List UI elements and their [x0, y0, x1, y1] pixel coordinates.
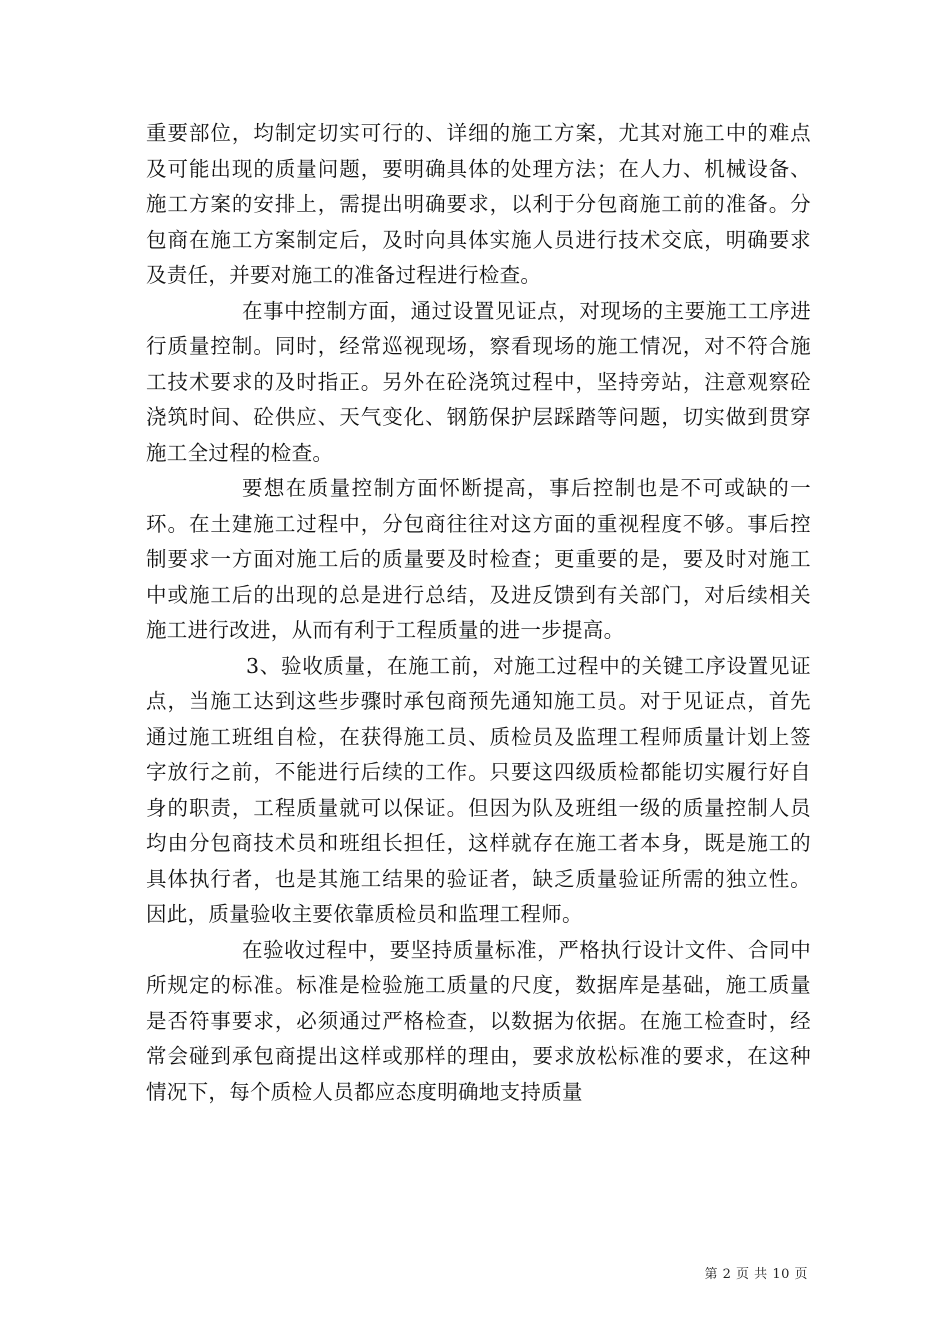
paragraph-4: 3、验收质量，在施工前，对施工过程中的关键工序设置见证点，当施工达到这些步骤时承包商预先通知施工员。对于见证点，首先通过施工班组自检，在获得施工员、质检员及监理工程师质量计划上签字放行之前，不能进行后续的工作。只要这四级质检都能切实履行好自身的职责，工程质量就可以保证。但因为队及班组一级的质量控制人员均由分包商技术员和班组长担任，这样就存在施工者本身，既是施工的具体执行者，也是其施工结果的验证者，缺乏质量验证所需的独立性。因此，质量验收主要依靠质检员和监理工程师。: [146, 653, 811, 926]
page-number-footer: 第 2 页 共 10 页: [704, 1267, 808, 1282]
paragraph-5: 在验收过程中，要坚持质量标准，严格执行设计文件、合同中所规定的标准。标准是检验施工质量的尺度，数据库是基础，施工质量是否符事要求，必须通过严格检查，以数据为依据。在施工检查时，经常会碰到承包商提出这样或那样的理由，要求放松标准的要求，在这种情况下，每个质检人员都应态度明确地支持质量: [146, 937, 811, 1104]
paragraph-1: 重要部位，均制定切实可行的、详细的施工方案，尤其对施工中的难点及可能出现的质量问题，要明确具体的处理方法；在人力、机械设备、施工方案的安排上，需提出明确要求，以利于分包商施工前的准备。分包商在施工方案制定后，及时向具体实施人员进行技术交底，明确要求及责任，并要对施工的准备过程进行检查。: [146, 121, 811, 287]
paragraph-3: 要想在质量控制方面怀断提高，事后控制也是不可或缺的一环。在土建施工过程中，分包商往往对这方面的重视程度不够。事后控制要求一方面对施工后的质量要及时检查；更重要的是，要及时对施工中或施工后的出现的总是进行总结，及进反馈到有关部门，对后续相关施工进行改进，从而有利于工程质量的进一步提高。: [146, 476, 811, 642]
document-body: [146, 116, 811, 1110]
paragraph-2: 在事中控制方面，通过设置见证点，对现场的主要施工工序进行质量控制。同时，经常巡视现场，察看现场的施工情况，对不符合施工技术要求的及时指正。另外在砼浇筑过程中，坚持旁站，注意观察砼浇筑时间、砼供应、天气变化、钢筋保护层踩踏等问题，切实做到贯穿施工全过程的检查。: [146, 298, 811, 465]
